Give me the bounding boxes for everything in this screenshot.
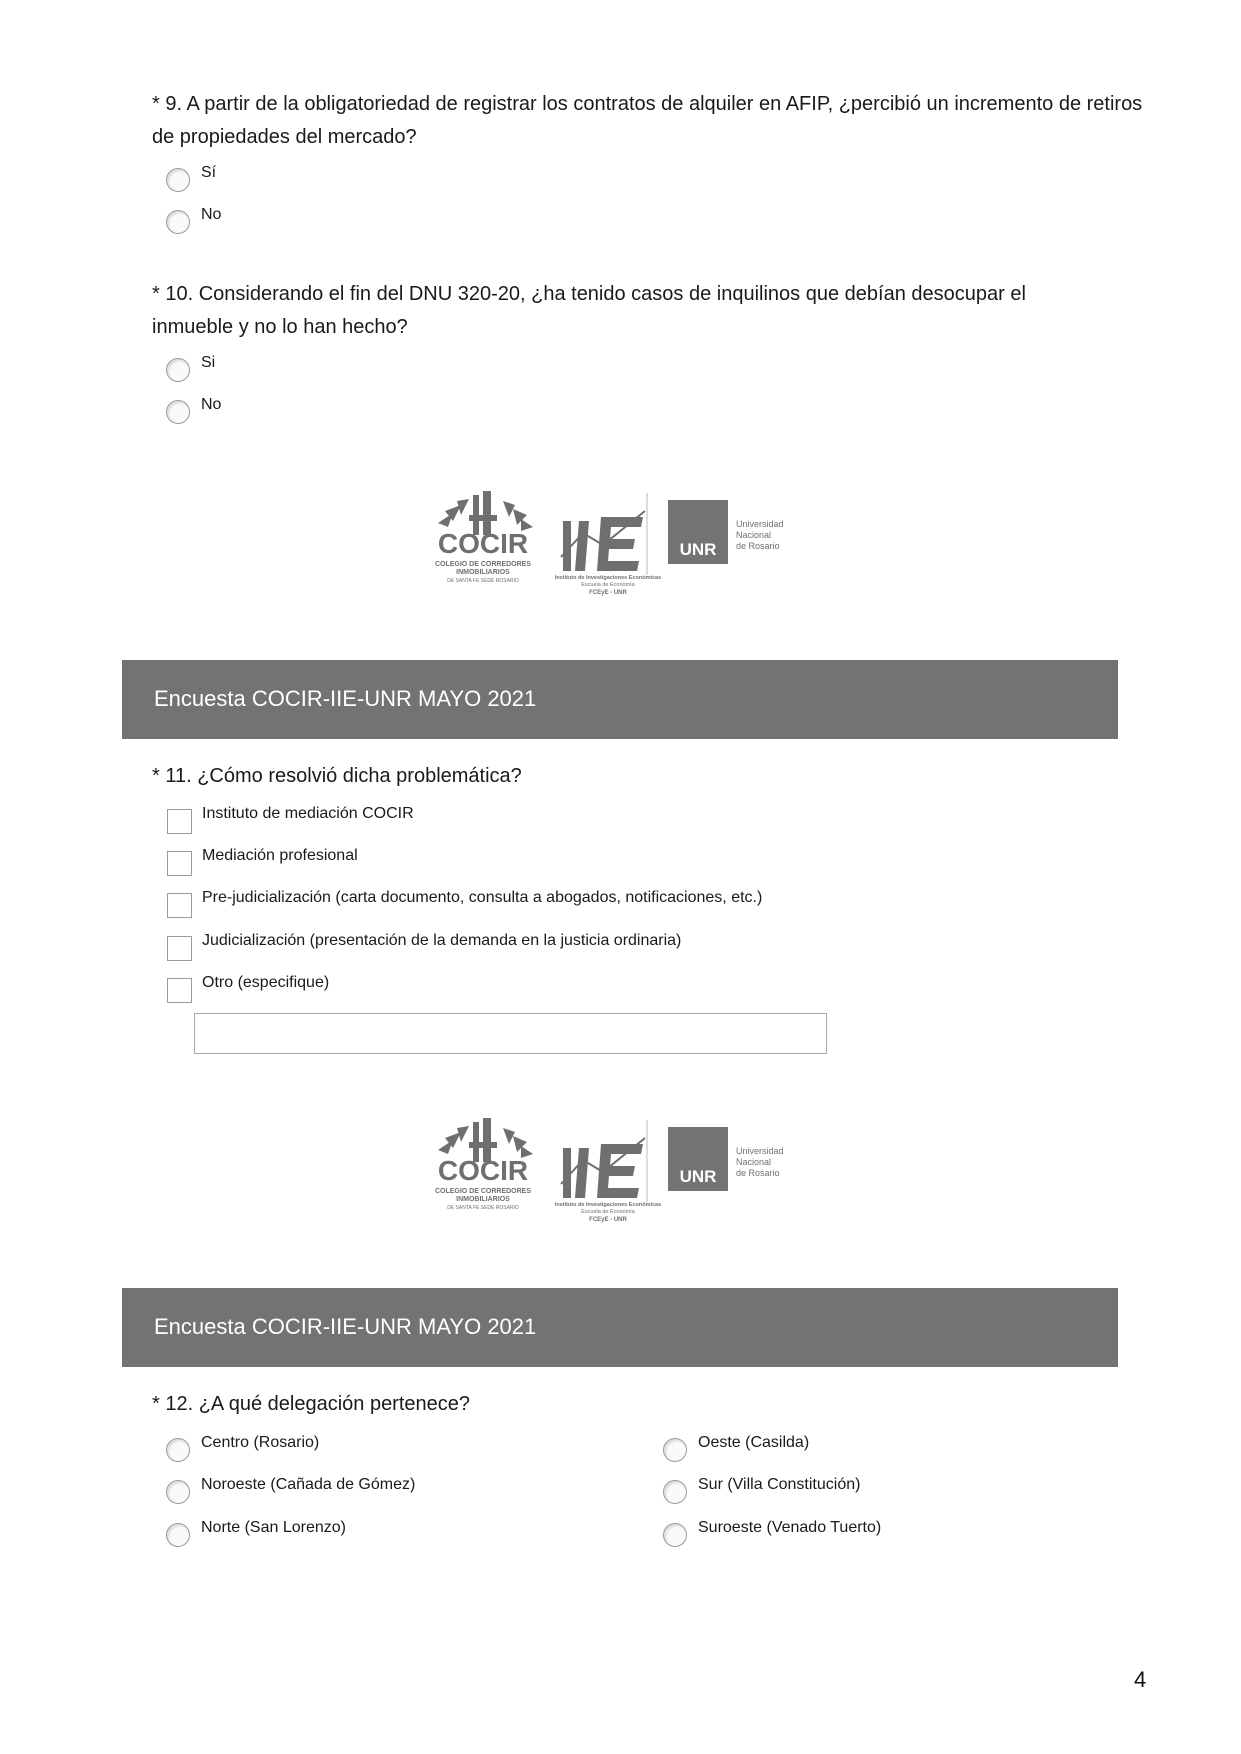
page-number: 4 xyxy=(1134,1667,1147,1692)
q9-option-si[interactable] xyxy=(166,162,216,192)
checkbox[interactable] xyxy=(167,936,192,961)
option-label: Judicialización (presentación de la demanda en la justicia ordinaria) xyxy=(202,932,682,949)
checkbox[interactable] xyxy=(167,809,192,834)
q12-option-sur[interactable] xyxy=(663,1474,860,1504)
question-9-title: * 9. A partir de la obligatoriedad de registrar los contratos de alquiler en AFIP, ¿percibió un incremento de retiros de propiedades del mercado? xyxy=(152,93,1143,148)
option-label: Centro (Rosario) xyxy=(201,1434,320,1451)
svg-text:Instituto de Investigaciones E: Instituto de Investigaciones Económicas xyxy=(554,575,662,581)
option-label: Norte (San Lorenzo) xyxy=(201,1519,346,1536)
radio-button[interactable] xyxy=(663,1523,687,1547)
svg-text:Nacional: Nacional xyxy=(736,1157,772,1167)
q11-option-otro[interactable] xyxy=(167,972,329,1002)
svg-text:Instituto de Investigaciones E: Instituto de Investigaciones Económicas xyxy=(554,1202,662,1208)
cocir-logo xyxy=(435,1118,533,1211)
option-label: Pre-judicialización (carta documento, consulta a abogados, notificaciones, etc.) xyxy=(202,889,763,906)
svg-text:COCIR: COCIR xyxy=(437,1155,529,1186)
option-label: Suroeste (Venado Tuerto) xyxy=(698,1519,882,1536)
svg-text:DE SANTA FE SEDE ROSARIO: DE SANTA FE SEDE ROSARIO xyxy=(447,1205,519,1211)
q12-option-norte[interactable] xyxy=(166,1517,346,1547)
question-11-title: * 11. ¿Cómo resolvió dicha problemática? xyxy=(152,765,522,787)
option-label: Mediación profesional xyxy=(202,847,358,864)
logos-graphic xyxy=(433,485,813,600)
checkbox[interactable] xyxy=(167,893,192,918)
svg-text:COLEGIO DE CORREDORES: COLEGIO DE CORREDORES xyxy=(434,1188,532,1195)
radio-button[interactable] xyxy=(663,1438,687,1462)
svg-text:COLEGIO DE CORREDORES: COLEGIO DE CORREDORES xyxy=(434,561,532,568)
option-label: No xyxy=(201,206,222,223)
svg-text:INMOBILIARIOS: INMOBILIARIOS xyxy=(456,569,510,576)
svg-text:FCEyE - UNR: FCEyE - UNR xyxy=(589,590,627,596)
section-header xyxy=(122,660,1118,739)
radio-button[interactable] xyxy=(166,168,190,192)
q10-option-no[interactable] xyxy=(166,394,221,424)
radio-button[interactable] xyxy=(166,358,190,382)
svg-text:FCEyE - UNR: FCEyE - UNR xyxy=(589,1217,627,1223)
logos-graphic xyxy=(433,1112,813,1227)
option-label: Otro (especifique) xyxy=(202,974,330,991)
radio-button[interactable] xyxy=(663,1480,687,1504)
svg-text:Universidad: Universidad xyxy=(736,519,784,529)
section-title: Encuesta COCIR-IIE-UNR MAYO 2021 xyxy=(154,1314,537,1339)
q9-option-no[interactable] xyxy=(166,204,221,234)
unr-logo xyxy=(668,500,784,564)
svg-text:de Rosario: de Rosario xyxy=(736,1168,780,1178)
q11-option-prejudicializacion[interactable] xyxy=(167,887,762,917)
svg-text:UNR: UNR xyxy=(679,540,717,559)
q11-option-mediacion-profesional[interactable] xyxy=(167,845,358,875)
option-label: No xyxy=(201,396,222,413)
option-label: Si xyxy=(201,354,216,371)
checkbox[interactable] xyxy=(167,978,192,1003)
iie-logo xyxy=(555,493,661,596)
section-header xyxy=(122,1288,1118,1367)
section-title: Encuesta COCIR-IIE-UNR MAYO 2021 xyxy=(154,686,537,711)
q12-option-oeste[interactable] xyxy=(663,1432,809,1462)
radio-button[interactable] xyxy=(166,400,190,424)
question-10-title: * 10. Considerando el fin del DNU 320-20, ¿ha tenido casos de inquilinos que debían desocupar el inmueble y no lo han hecho? xyxy=(152,283,1026,338)
question-12-title: * 12. ¿A qué delegación pertenece? xyxy=(152,1393,471,1415)
cocir-logo xyxy=(435,491,533,584)
otro-specify-input[interactable] xyxy=(194,1013,827,1054)
q11-option-judicializacion[interactable] xyxy=(167,930,681,960)
option-label: Oeste (Casilda) xyxy=(698,1434,810,1451)
radio-button[interactable] xyxy=(166,1523,190,1547)
q11-option-instituto-mediacion[interactable] xyxy=(167,803,414,833)
svg-text:Escuela de Economía: Escuela de Economía xyxy=(581,582,635,588)
option-label: Instituto de mediación COCIR xyxy=(202,805,414,822)
checkbox[interactable] xyxy=(167,851,192,876)
option-label: Noroeste (Cañada de Gómez) xyxy=(201,1476,416,1493)
q12-option-noroeste[interactable] xyxy=(166,1474,415,1504)
svg-text:de Rosario: de Rosario xyxy=(736,541,780,551)
logos-banner xyxy=(433,1112,813,1227)
q12-option-suroeste[interactable] xyxy=(663,1517,881,1547)
svg-text:Nacional: Nacional xyxy=(736,530,772,540)
radio-button[interactable] xyxy=(166,1480,190,1504)
unr-logo xyxy=(668,1127,784,1191)
logos-banner xyxy=(433,485,813,600)
iie-logo xyxy=(555,1120,661,1223)
svg-text:UNR: UNR xyxy=(679,1167,717,1186)
q10-option-si[interactable] xyxy=(166,352,215,382)
svg-text:COCIR: COCIR xyxy=(437,528,529,559)
radio-button[interactable] xyxy=(166,1438,190,1462)
option-label: Sur (Villa Constitución) xyxy=(698,1476,861,1493)
svg-text:Escuela de Economía: Escuela de Economía xyxy=(581,1209,635,1215)
svg-text:DE SANTA FE SEDE ROSARIO: DE SANTA FE SEDE ROSARIO xyxy=(447,578,519,584)
svg-text:Universidad: Universidad xyxy=(736,1146,784,1156)
radio-button[interactable] xyxy=(166,210,190,234)
option-label: Sí xyxy=(201,164,217,181)
q12-option-centro[interactable] xyxy=(166,1432,319,1462)
svg-text:INMOBILIARIOS: INMOBILIARIOS xyxy=(456,1196,510,1203)
